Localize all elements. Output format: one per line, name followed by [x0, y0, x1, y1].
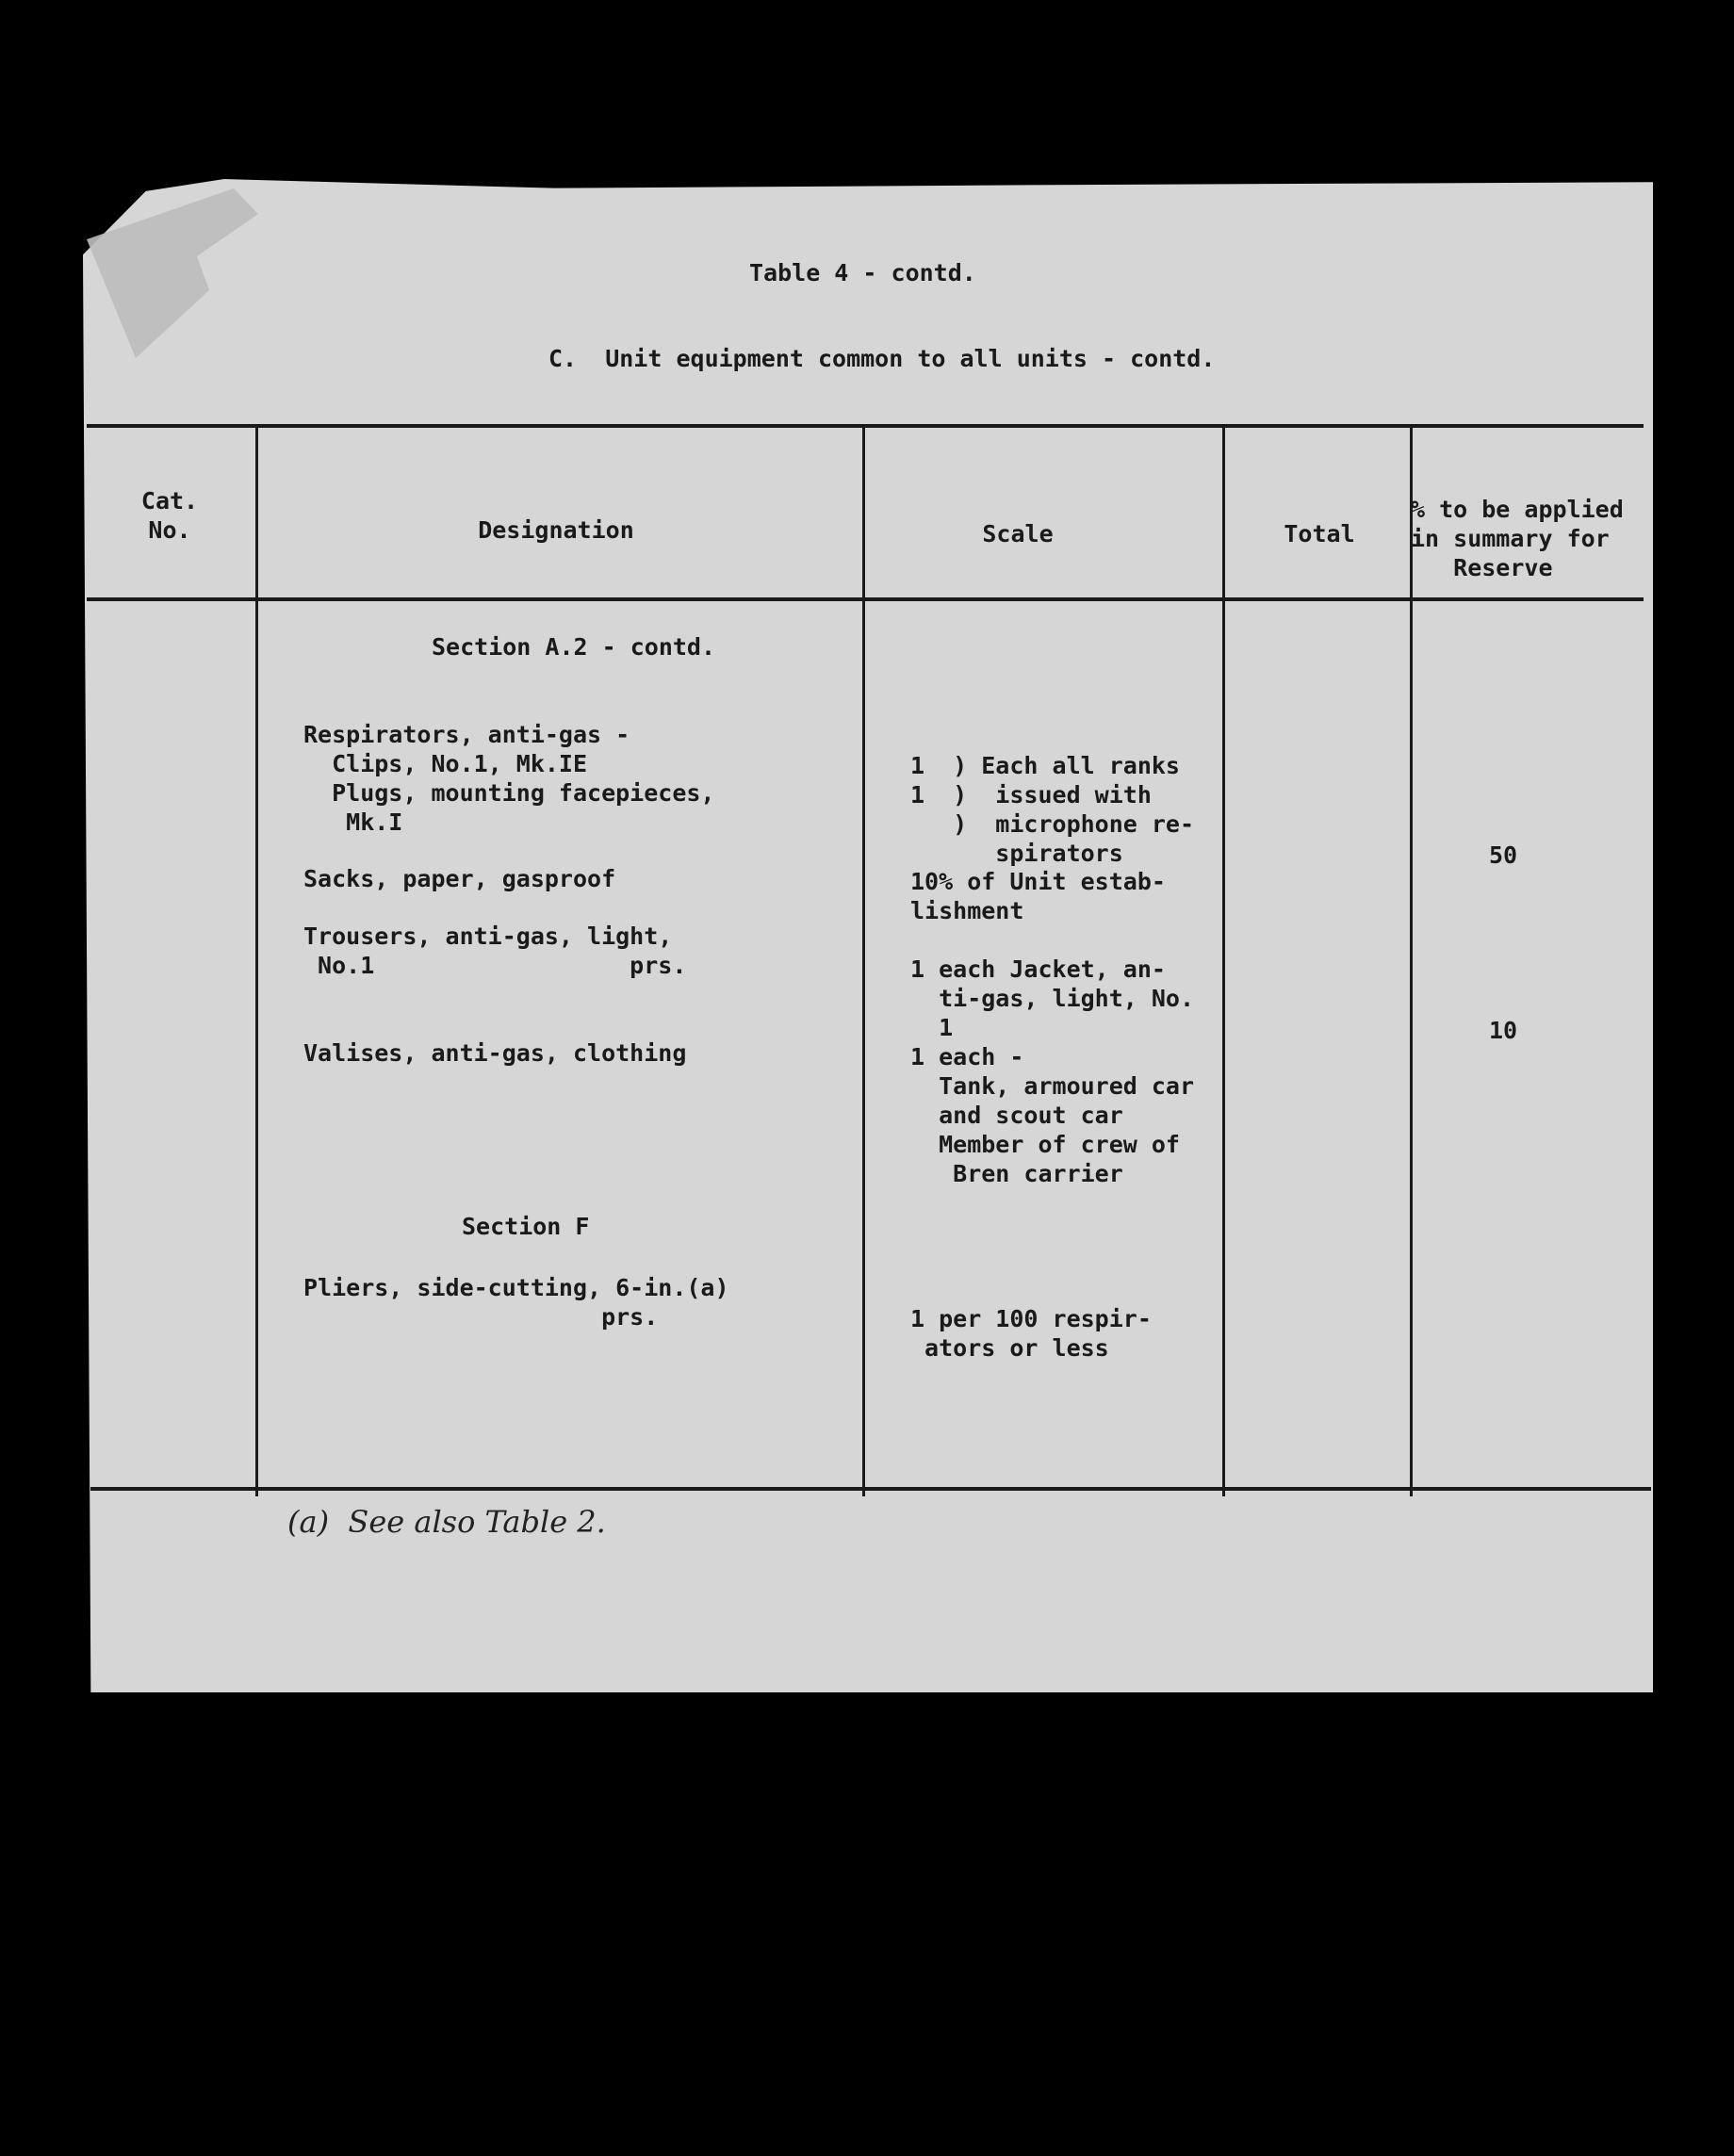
- column-header-scale: Scale: [982, 520, 1054, 547]
- column-divider-3: [1222, 426, 1225, 1496]
- column-header-cat-no: Cat. No.: [140, 487, 199, 544]
- column-header-designation: Designation: [478, 516, 634, 544]
- row-respirators-designation: Respirators, anti-gas - Clips, No.1, Mk.IE Plugs, mounting facepieces, Mk.I: [303, 721, 715, 836]
- row-sacks-scale: 10% of Unit estab- lishment: [910, 868, 1166, 924]
- row-trousers-designation: Trousers, anti-gas, light, No.1 prs.: [303, 923, 687, 979]
- row-valises-designation: Valises, anti-gas, clothing: [303, 1039, 687, 1067]
- column-divider-1: [255, 426, 258, 1496]
- row-trousers-reserve: 10: [1489, 1017, 1518, 1044]
- table-subtitle: C. Unit equipment common to all units - contd.: [548, 345, 1216, 372]
- column-header-total: Total: [1284, 520, 1355, 547]
- row-valises-scale: 1 each - Tank, armoured car and scout car Member of crew of Bren carrier: [910, 1043, 1195, 1187]
- section-heading-f: Section F: [462, 1213, 590, 1240]
- row-sacks-designation: Sacks, paper, gasproof: [303, 865, 616, 892]
- table-title: Table 4 - contd.: [749, 259, 976, 286]
- handwritten-footnote: (a) See also Table 2.: [287, 1504, 606, 1540]
- section-heading-a2: Section A.2 - contd.: [432, 633, 716, 661]
- row-pliers-designation: Pliers, side-cutting, 6-in.(a) prs.: [303, 1274, 729, 1331]
- row-respirators-scale: 1 ) Each all ranks 1 ) issued with ) microphone re- spirators: [910, 752, 1195, 867]
- table-bottom-rule: [90, 1487, 1651, 1491]
- column-divider-4: [1410, 426, 1413, 1496]
- row-sacks-reserve: 50: [1489, 841, 1518, 869]
- column-header-reserve: % to be applied in summary for Reserve: [1411, 496, 1624, 581]
- column-divider-2: [862, 426, 865, 1496]
- row-trousers-scale: 1 each Jacket, an- ti-gas, light, No. 1: [910, 956, 1195, 1041]
- row-pliers-scale: 1 per 100 respir- ators or less: [910, 1305, 1152, 1362]
